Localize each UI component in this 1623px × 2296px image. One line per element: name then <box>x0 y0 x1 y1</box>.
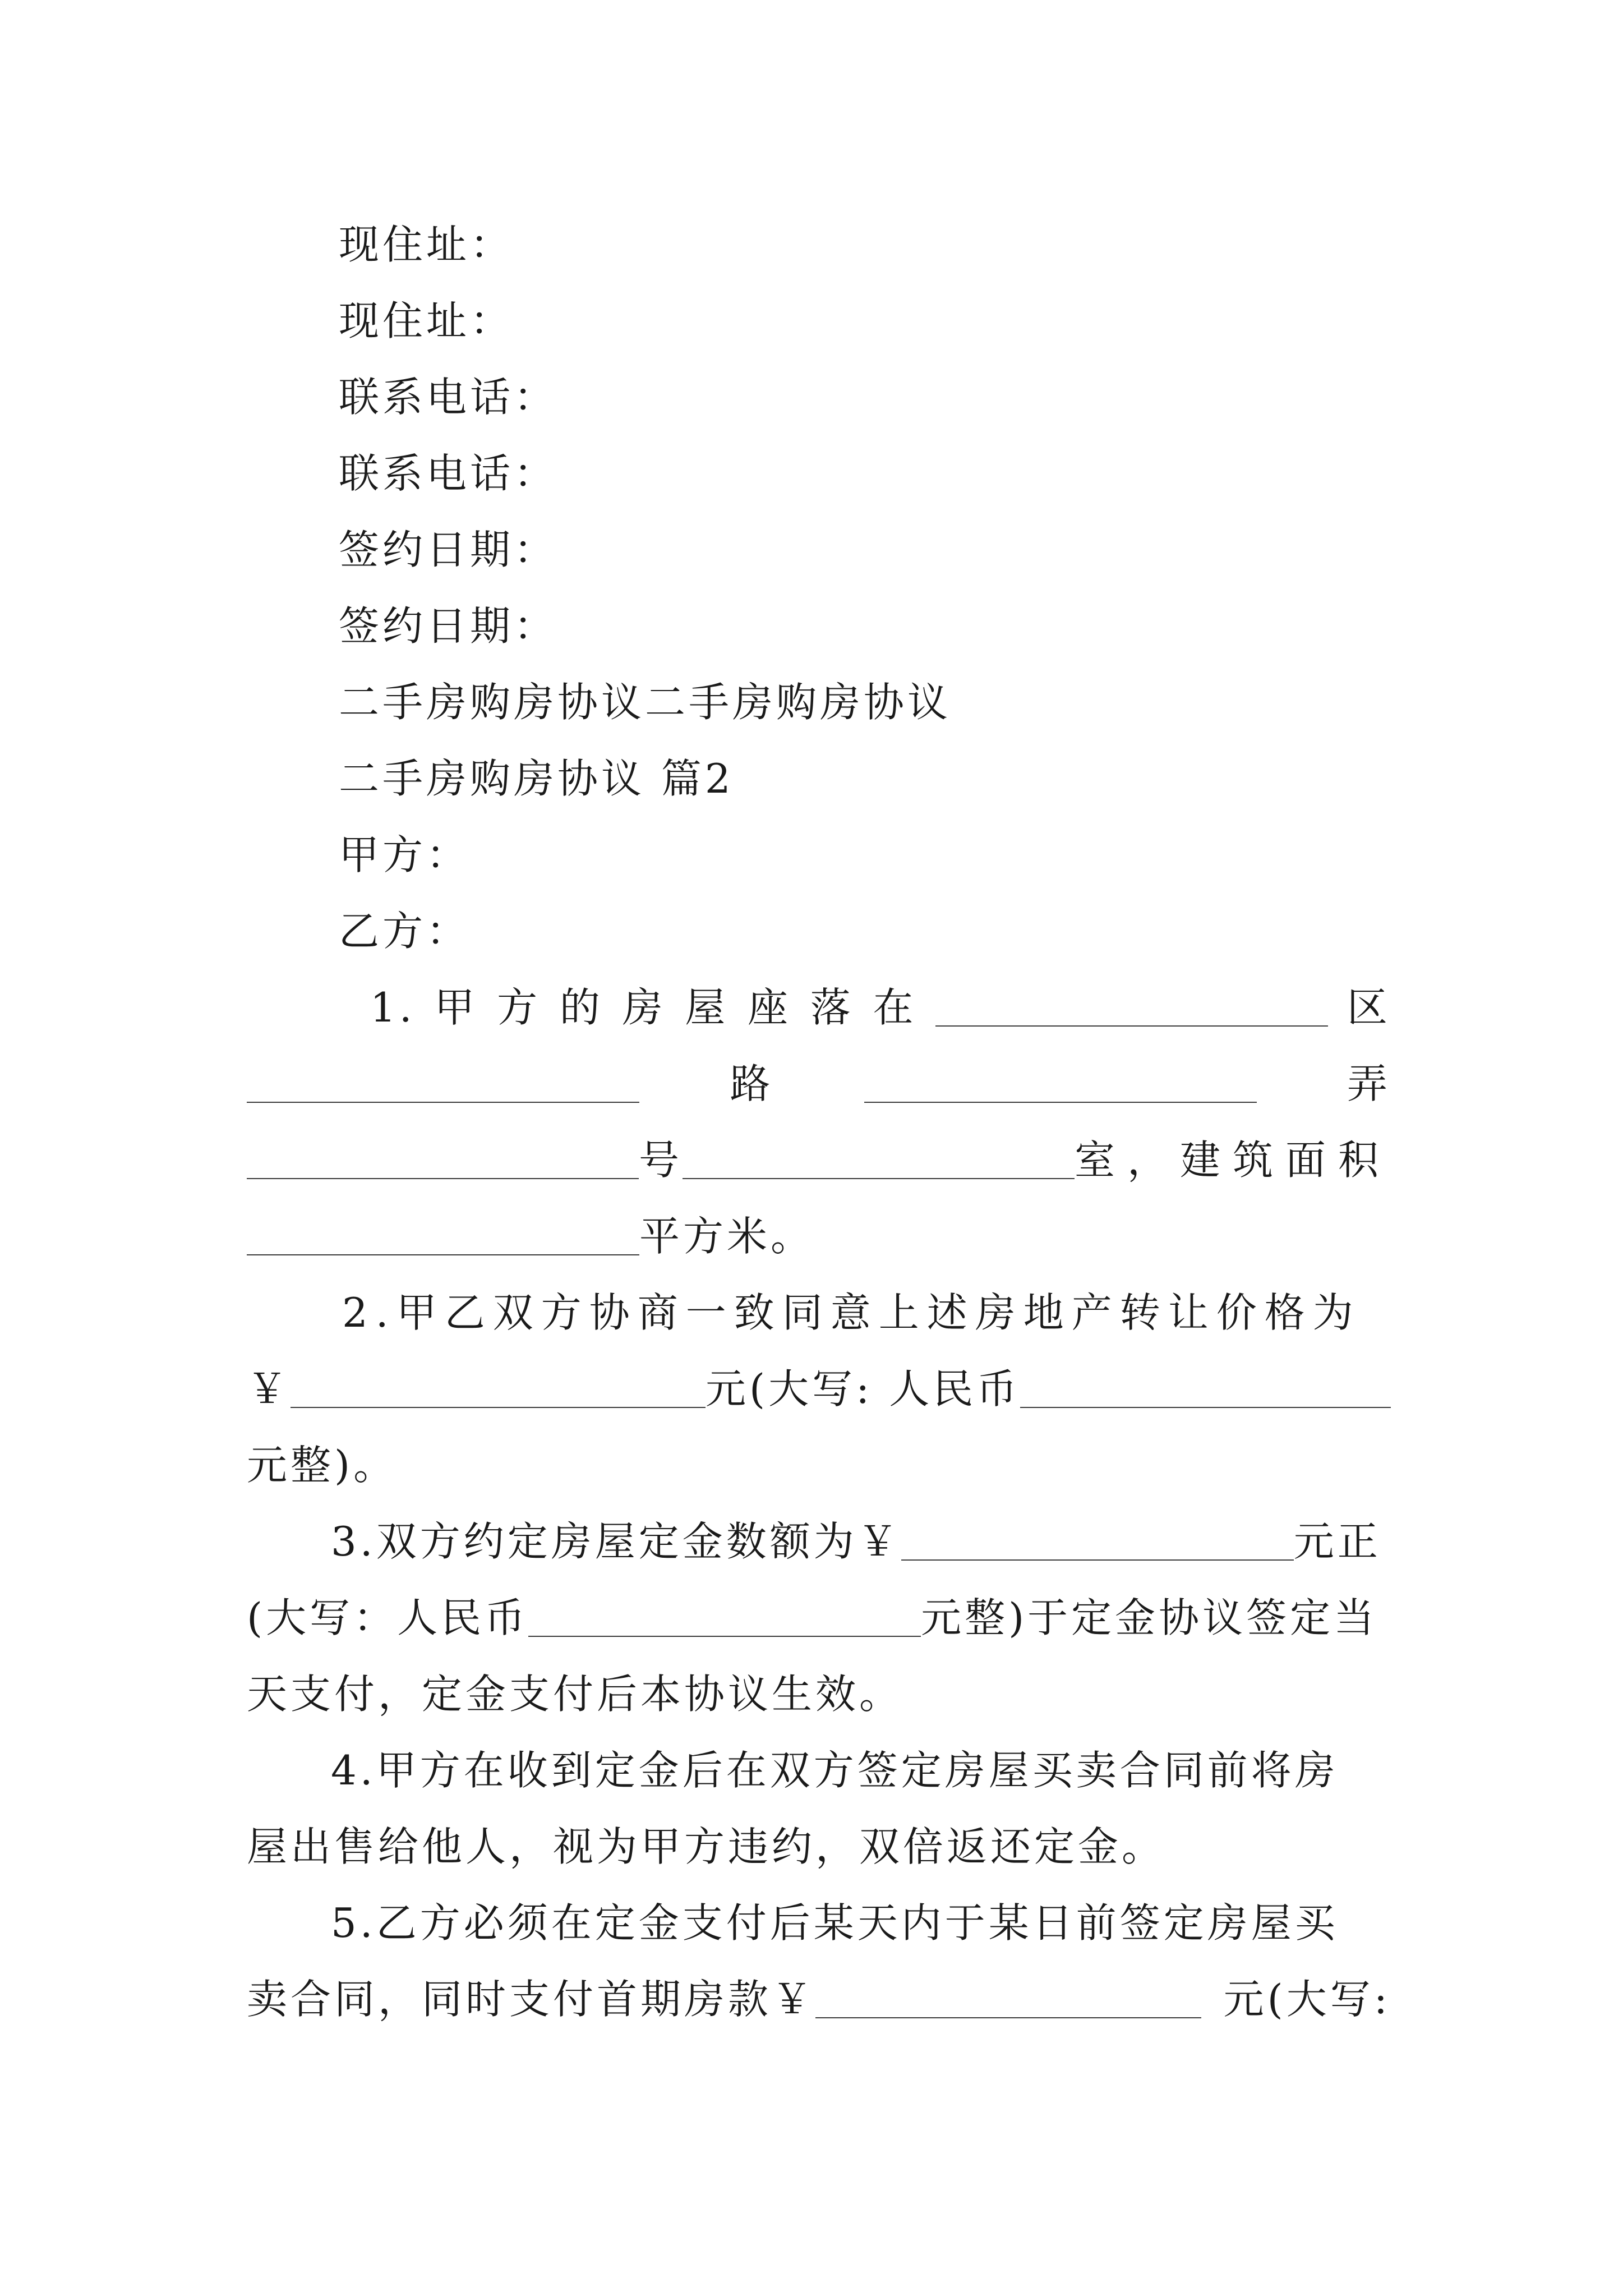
current-address-label-1: 现住址： <box>339 221 514 268</box>
deposit-capital-label: (大写：人民币 <box>247 1594 529 1641</box>
clause-4-line-1: 4.甲方在收到定金后在双方签定房屋买卖合同前将房 <box>331 1747 1339 1794</box>
deposit-unit-label: 元正 <box>1293 1518 1381 1565</box>
number-label: 号 <box>638 1137 683 1184</box>
clause-1-char: 屋 <box>685 984 729 1031</box>
room-area-label: 室，建筑面积 <box>1074 1137 1391 1184</box>
road-label: 路 <box>730 1060 774 1107</box>
clause-1-char: 的 <box>559 984 603 1031</box>
clause-4-line-2: 屋出售给他人，视为甲方违约，双倍返还定金。 <box>247 1823 1166 1870</box>
room-blank <box>683 1144 1075 1179</box>
clause-1-line-2 <box>247 1046 1391 1122</box>
clause-1-line-3 <box>247 1122 1391 1198</box>
current-address-label-2: 现住址： <box>339 297 514 344</box>
party-a-label: 甲方： <box>339 831 471 878</box>
clause-1-line-4 <box>247 1198 1391 1274</box>
deposit-amount-label: 3.双方约定房屋定金数额为￥ <box>331 1518 901 1565</box>
clause-1-char: 落 <box>810 984 854 1031</box>
clause-1-line-1 <box>370 969 1391 1046</box>
clause-1-char: 座 <box>748 984 792 1031</box>
road-blank <box>247 1068 639 1103</box>
district-label: 区 <box>1347 984 1391 1031</box>
clause-1-prefix: 1. <box>370 984 416 1031</box>
price-blank <box>291 1373 706 1408</box>
area-unit-label: 平方米。 <box>639 1213 815 1260</box>
price-capital-label: 元(大写: 人民币 <box>706 1365 1021 1412</box>
lane-blank <box>864 1068 1257 1103</box>
clause-1-char: 在 <box>873 984 917 1031</box>
clause-1-char: 甲 <box>434 984 478 1031</box>
lane-label: 弄 <box>1347 1060 1391 1107</box>
clause-1-char: 房 <box>622 984 666 1031</box>
clause-5-line-1: 5.乙方必须在定金支付后某天内于某日前签定房屋买 <box>331 1899 1339 1947</box>
agreement-section-heading: 二手房购房协议 篇2 <box>339 755 734 802</box>
clause-3-line-1 <box>331 1503 1391 1580</box>
down-payment-blank <box>815 1984 1201 2018</box>
clause-1-char: 方 <box>497 984 541 1031</box>
price-capital-blank <box>1020 1373 1391 1408</box>
down-payment-capital-label: 元(大写: <box>1223 1976 1391 2023</box>
sign-date-label-1: 签约日期： <box>339 526 558 573</box>
clause-3-line-3: 天支付，定金支付后本协议生效。 <box>247 1671 903 1718</box>
clause-2-line-2 <box>247 1351 1391 1427</box>
agreement-title-repeat: 二手房购房协议二手房购房协议 <box>339 679 952 726</box>
clause-2-line-1: 2.甲乙双方协商一致同意上述房地产转让价格为 <box>342 1289 1361 1336</box>
clause-5-line-2 <box>247 1961 1391 2037</box>
contact-phone-label-2: 联系电话： <box>339 450 558 497</box>
currency-symbol: ￥ <box>247 1365 291 1412</box>
deposit-blank <box>901 1526 1294 1561</box>
sign-date-label-2: 签约日期： <box>339 602 558 650</box>
area-blank <box>247 1221 639 1255</box>
clause-2-line-3: 元整)。 <box>247 1442 398 1489</box>
contact-phone-label-1: 联系电话： <box>339 374 558 421</box>
clause-3-line-2 <box>247 1580 1391 1656</box>
party-b-label: 乙方： <box>339 908 471 955</box>
district-blank <box>935 992 1328 1027</box>
deposit-capital-blank <box>528 1602 921 1637</box>
number-blank <box>247 1144 639 1179</box>
down-payment-label: 卖合同，同时支付首期房款￥ <box>247 1976 816 2023</box>
deposit-capital-end: 元整)于定金协议签定当 <box>921 1594 1378 1641</box>
